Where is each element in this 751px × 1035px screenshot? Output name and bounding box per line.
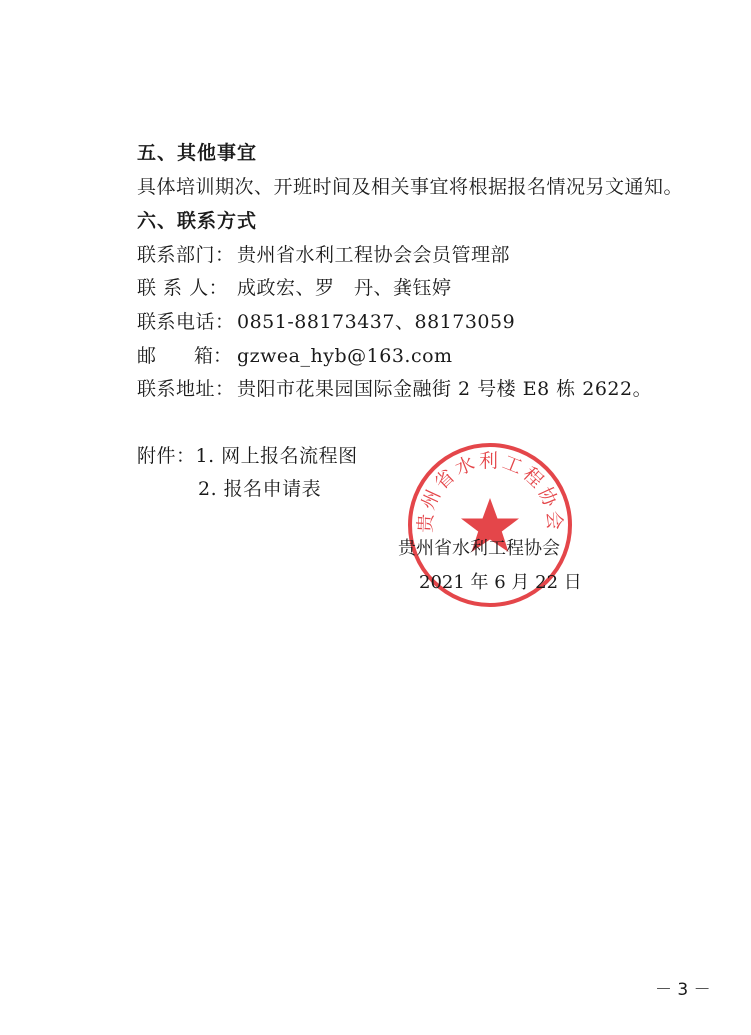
- contact-address-row: [137, 377, 652, 401]
- page-number: － 3 －: [655, 980, 711, 1000]
- section-heading-other: 五、其他事宜: [137, 142, 258, 164]
- contact-dept-label: 联系部门：: [137, 244, 235, 266]
- contact-email-row: [137, 344, 453, 368]
- attachment-item-2: 2. 报名申请表: [198, 478, 322, 500]
- section-heading-contact: 六、联系方式: [137, 210, 258, 232]
- contact-dept-value: 贵州省水利工程协会会员管理部: [237, 244, 511, 266]
- contact-person-value: 成政宏、罗 丹、龚钰婷: [237, 277, 452, 299]
- attachments-row-1: [137, 444, 358, 468]
- contact-phone-row: [137, 310, 515, 334]
- contact-email-label: 邮 箱：: [137, 345, 233, 367]
- contact-person-row: [137, 276, 452, 300]
- contact-address-label: 联系地址：: [137, 378, 235, 400]
- contact-person-label: 联 系 人：: [137, 277, 229, 299]
- attachment-item-1: 1. 网上报名流程图: [195, 445, 358, 467]
- signature-org: 贵州省水利工程协会: [398, 538, 560, 559]
- signature-date: 2021 年 6 月 22 日: [419, 572, 582, 593]
- contact-phone-label: 联系电话：: [137, 311, 235, 333]
- contact-dept-row: [137, 243, 510, 267]
- seal-text: 贵州省水利工程协会: [414, 450, 566, 534]
- contact-phone-value: 0851-88173437、88173059: [237, 311, 516, 333]
- attachments-label: 附件：: [137, 445, 196, 467]
- section-body-other: 具体培训期次、开班时间及相关事宜将根据报名情况另文通知。: [137, 176, 684, 198]
- contact-address-value: 贵阳市花果园国际金融街 2 号楼 E8 栋 2622。: [237, 378, 653, 400]
- contact-email-value: gzwea_hyb@163.com: [237, 345, 453, 367]
